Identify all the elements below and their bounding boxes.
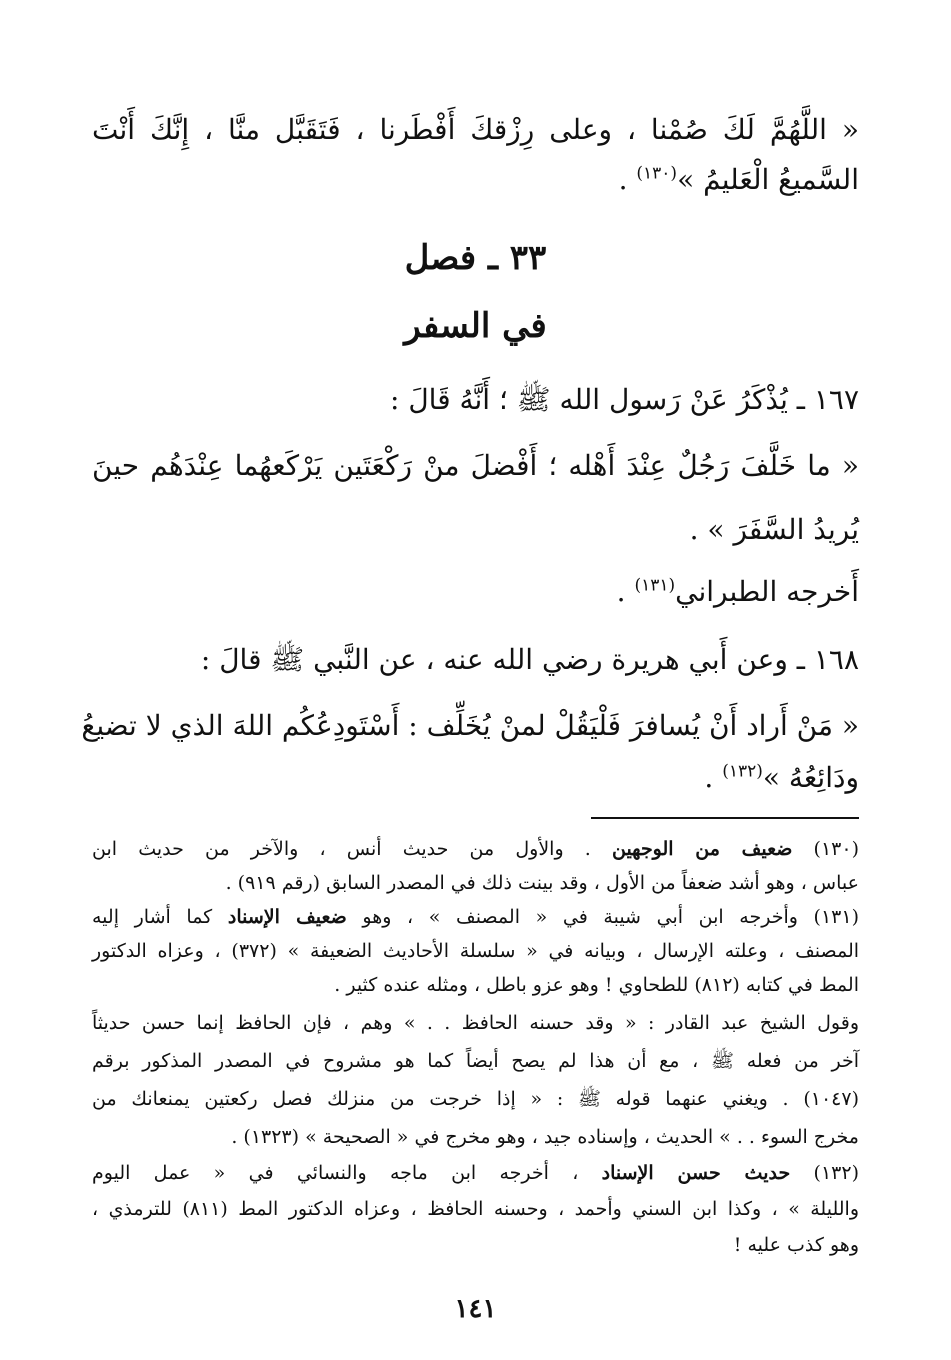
footnote-131-line-6 [92, 1086, 859, 1112]
hadith-167-source-text: أَخرجه الطبراني [675, 575, 859, 608]
fn131-text-5: آخر من فعله ﷺ ، مع أن هذا لم يصح أيضاً كما هو مشروح في المصدر المذكور برقم [92, 1050, 859, 1072]
fn130-number: (١٣٠) [792, 838, 860, 860]
footnote-separator [591, 817, 859, 819]
fn130-verdict: ضعيف من الوجهين [611, 838, 793, 860]
fn131-text-2: المصنف ، وعلته الإرسال ، وبيانه في « سلسلة الأحاديث الضعيفة » (٣٧٢) ، وعزاه الدكتور [92, 940, 860, 962]
fn132-text-1: ، أخرجه ابن ماجه والنسائي في « عمل اليوم [92, 1162, 602, 1184]
footnote-130-line-1 [92, 836, 859, 862]
hadith-167-source [92, 572, 859, 612]
fn132-verdict: حديث حسن الإسناد [601, 1162, 791, 1184]
footnote-132-line-1 [92, 1160, 859, 1186]
fn131-text-a: (١٣١) وأخرجه ابن أبي شيبة في « المصنف » ، وهو [346, 906, 859, 928]
supplication-text-1: « اللَّهُمَّ لَكَ صُمْنا ، وعلى رِزْقكَ أَفْطَرنا ، فَتَقَبَّل منَّا ، إِنَّكَ أَنْتَ [92, 113, 859, 146]
hadith-168-text-line-1 [81, 706, 859, 746]
hadith-167-intro: ١٦٧ ـ يُذْكَرُ عَنْ رَسول الله ﷺ ؛ أَنَّهُ قَالَ : [389, 383, 859, 416]
footnote-ref-130: (١٣٠) [636, 163, 678, 184]
footnote-130-line-2: عباس ، وهو أشد ضعفاً من الأول ، وقد بينت ذلك في المصدر السابق (رقم ٩١٩) . [225, 872, 859, 894]
hadith-167-text-1: « ما خَلَّفَ رَجُلٌ عِنْدَ أَهْله ؛ أَفْضلَ منْ رَكْعَتَين يَرْكَعهُما عِنْدَهُم حينَ [92, 449, 859, 482]
hadith-167-text-line-1 [92, 446, 859, 486]
hadith-167-source-end: . [616, 575, 635, 608]
fn131-text-6: (١٠٤٧) . ويغني عنهما قوله ﷺ : « إذا خرجت من منزلك فصل ركعتين يمنعانك من [92, 1088, 859, 1110]
footnote-131-line-2 [92, 938, 859, 964]
footnote-ref-132: (١٣٢) [722, 761, 763, 782]
section-heading: ٣٣ ـ فصل [404, 238, 547, 278]
fn132-text-2: والليلة » ، وكذا ابن السني وأحمد ، وحسنه الحافظ ، وعزاه الدكتور المط (٨١١) للترمذي ، [92, 1198, 859, 1220]
hadith-168-text-1: « مَنْ أَراد أَنْ يُسافرَ فَلْيَقُلْ لمنْ يُخَلِّف : أَسْتَودِعُكُم اللهَ الذي لا تضيعُ [81, 709, 859, 742]
section-subheading: في السفر [404, 306, 547, 346]
page-number: ١٤١ [454, 1294, 497, 1324]
footnote-132-line-2 [92, 1196, 859, 1222]
footnote-131-line-5 [92, 1048, 859, 1074]
footnote-131-line-4 [92, 1010, 859, 1036]
fn132-number: (١٣٢) [790, 1162, 859, 1184]
supplication-line-1 [92, 110, 859, 150]
footnote-ref-131: (١٣١) [634, 575, 676, 596]
supplication-line-2 [92, 160, 859, 200]
supplication-text-2: السَّميعُ الْعَليمُ » [677, 163, 859, 196]
fn131-verdict: ضعيف الإسناد [227, 906, 347, 928]
supplication-end: . [618, 163, 637, 196]
footnote-131-line-1 [92, 904, 859, 930]
footnote-131-line-7: مخرج السوء . . » الحديث ، وإسناده جيد ، وهو مخرج في « الصحيحة » (١٣٢٣) . [231, 1126, 859, 1148]
fn131-text-b: كما أشار إليه [92, 906, 228, 928]
hadith-168-text-line-2 [92, 758, 859, 798]
footnote-131-line-3: المط في كتابه (٨١٢) للطحاوي ! وهو عزو باطل ، ومثله عنده كثير . [334, 974, 859, 996]
fn131-text-4: وقول الشيخ عبد القادر : « وقد حسنه الحافظ . . » وهم ، فإن الحافظ إنما حسن حديثاً [92, 1012, 859, 1034]
hadith-167-text-line-2: يُريدُ السَّفَرَ » . [689, 513, 859, 546]
fn130-text-1: . والأول من حديث أنس ، والآخر من حديث ابن [92, 838, 612, 860]
hadith-168-end: . [704, 761, 723, 794]
hadith-168-text-2: ودَائِعُهُ » [762, 761, 859, 794]
footnote-132-line-3: وهو كذب عليه ! [733, 1234, 859, 1256]
hadith-168-intro: ١٦٨ ـ وعن أَبي هريرة رضي الله عنه ، عن النَّبي ﷺ قالَ : [200, 643, 859, 676]
